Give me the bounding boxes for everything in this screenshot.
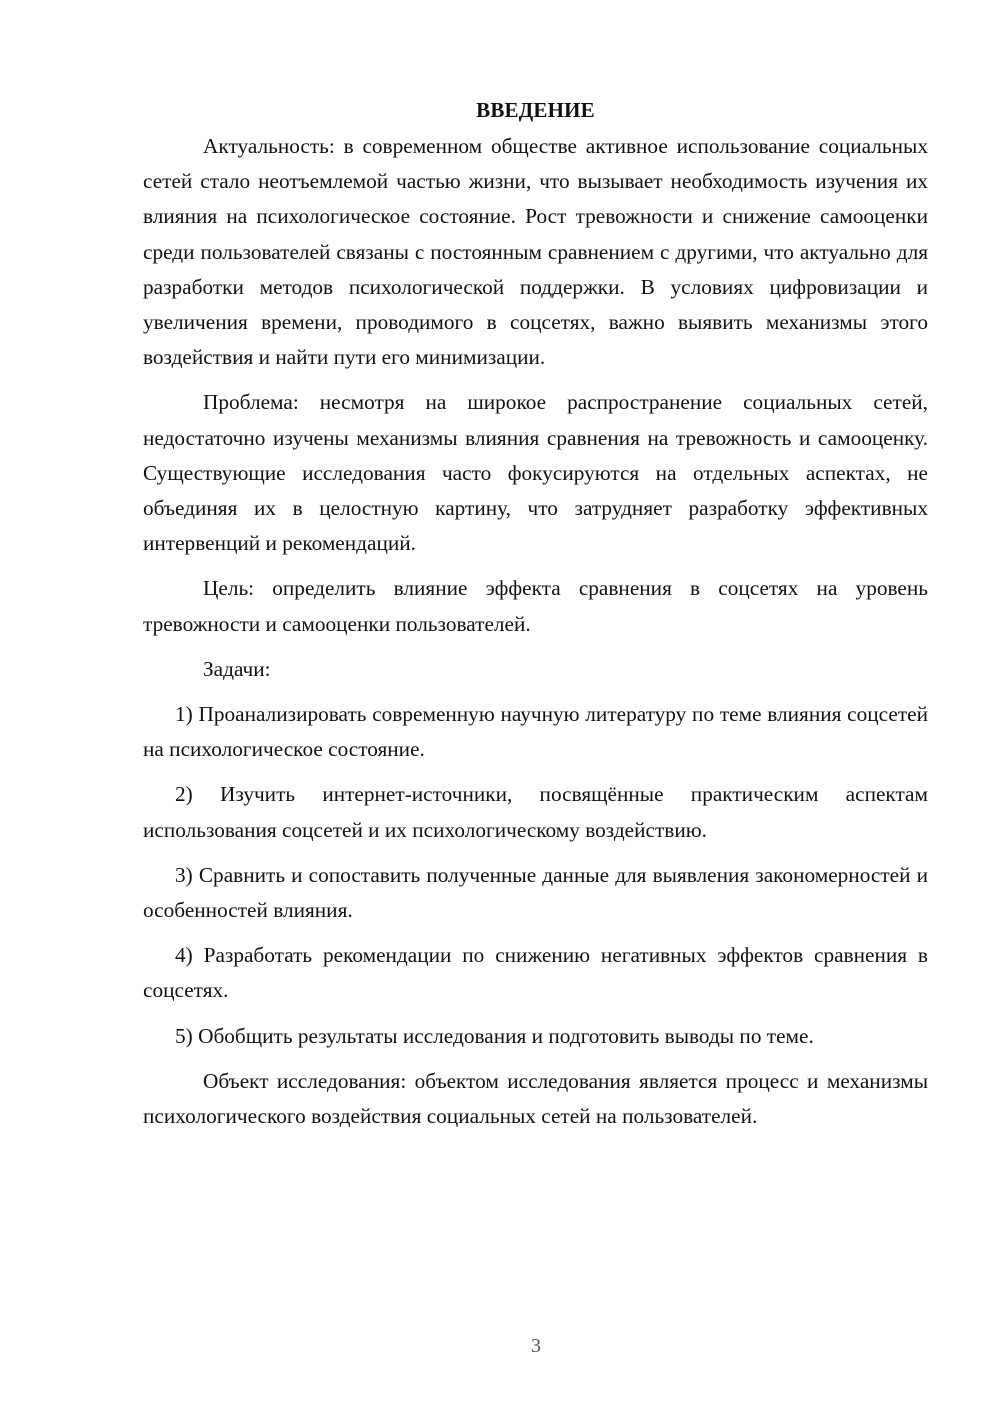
task-item-2: 2) Изучить интернет-источники, посвящённые практическим аспектам использования соцсетей и их психологическому воздействию. — [143, 782, 928, 842]
section-heading: ВВЕДЕНИЕ — [476, 98, 595, 122]
paragraph-problem: Проблема: несмотря на широкое распространение социальных сетей, недостаточно изучены механизмы влияния сравнения на тревожность и самооценку. Существующие исследования часто фокусируются на отдельных аспектах, не объединяя их в целостную картину, что затрудняет разработку эффективных интервенций и рекомендаций. — [143, 390, 928, 556]
task-item-3: 3) Сравнить и сопоставить полученные данные для выявления закономерностей и особенностей влияния. — [143, 862, 928, 923]
page-content — [143, 95, 928, 1144]
tasks-label: Задачи: — [203, 656, 271, 681]
paragraph-goal: Цель: определить влияние эффекта сравнения в соцсетях на уровень тревожности и самооценки пользователей. — [143, 576, 928, 636]
task-item-5: 5) Обобщить результаты исследования и подготовить выводы по теме. — [175, 1023, 814, 1048]
paragraph-relevance: Актуальность: в современном обществе активное использование социальных сетей стало неотъемлемой частью жизни, что вызывает необходимость изучения их влияния на психологическое состояние. Рост тревожности и снижение самооценки среди пользователей связаны с постоянным сравнением с другими, что актуально для разработки методов психологической поддержки. В условиях цифровизации и увеличения времени, проводимого в соцсетях, важно выявить механизмы этого воздействия и найти пути его минимизации. — [143, 134, 928, 370]
task-item-4: 4) Разработать рекомендации по снижению негативных эффектов сравнения в соцсетях. — [143, 943, 928, 1003]
task-item-1: 1) Проанализировать современную научную литературу по теме влияния соцсетей на психологическое состояние. — [143, 702, 928, 762]
paragraph-object: Объект исследования: объектом исследования является процесс и механизмы психологического воздействия социальных сетей на пользователей. — [143, 1068, 928, 1129]
page-number: 3 — [531, 1335, 541, 1357]
